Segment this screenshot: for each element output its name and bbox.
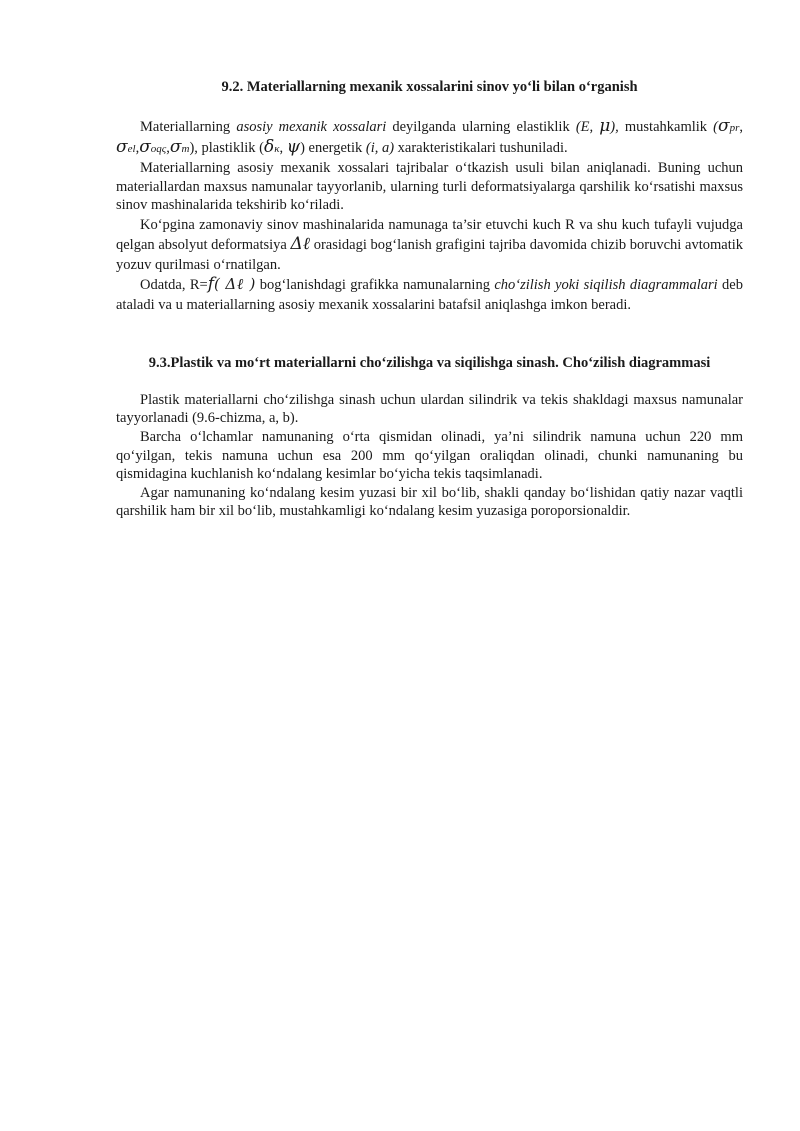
paragraph-plastic-materials: Plastik materiallarni cho‘zilishga sinash uchun ulardan silindrik va tekis shakldagi maxsus namunalar tayyorlanadi (9.6-chizma, a, b). xyxy=(116,391,743,427)
section-title-9-3: 9.3.Plastik va mo‘rt materiallarni cho‘zilishga va siqilishga sinash. Cho‘zilish diagrammasi xyxy=(148,354,711,371)
symbol-sigma: σ xyxy=(169,137,182,157)
text: bog‘lanishdagi grafikka namunalarning xyxy=(255,276,495,293)
italic-term: cho‘zilish yoki siqilish diagrammalari xyxy=(494,276,718,293)
text: orasidagi bog‘lanish grafigini tajriba davomida chizib boruvchi avtomatik yozuv qurilmasi o‘rnatilgan. xyxy=(116,236,743,273)
paragraph-testing-methods: Materiallarning asosiy mexanik xossalari tajribalar o‘tkazish usuli bilan aniqlanadi. Buning uchun materiallardan maxsus namunalar tayyorlanib, ularning turli deformatsiyalarga qarshilik ko‘rsatishi maxsus sinov mashinalarida tekshirib ko‘riladi. xyxy=(116,160,743,214)
symbol-sigma: σ xyxy=(116,137,128,157)
text: ) energetik xyxy=(300,140,366,156)
symbol-psi: ψ xyxy=(286,137,301,157)
symbol-f: f xyxy=(207,273,215,294)
symbol-sigma: σ xyxy=(718,116,730,136)
function-argument: ( Δℓ ) xyxy=(214,274,256,293)
text: ( xyxy=(713,119,718,135)
paragraph-dimensions: Barcha o‘lchamlar namunaning o‘rta qismidan olinadi, ya’ni silindrik namuna uchun 220 mm qo‘yilgan, tekis namuna uchun esa 200 mm qo‘yilgan oraliqdan olinadi, chunki namunaning bu qismidagina kuchlanish ko‘ndalang kesimlar bo‘yicha tekis taqsimlanadi. xyxy=(116,428,743,483)
subscript: oqς xyxy=(150,143,167,155)
text: mustahkamlik xyxy=(618,119,714,135)
symbol-mu: μ xyxy=(599,116,611,136)
symbol-sigma: σ xyxy=(139,137,151,157)
subscript: κ xyxy=(274,143,280,155)
symbol-e: (E, xyxy=(575,119,600,135)
text: Odatda, R= xyxy=(140,276,208,293)
text: ), plastiklik ( xyxy=(189,140,264,156)
paragraph-cross-section: Agar namunaning ko‘ndalang kesim yuzasi bir xil bo‘lib, shakli qanday bo‘lishidan qatiy nazar vaqtli qarshilik ham bir xil bo‘lib, mustahkamligi ko‘ndalang kesim yuzasiga poroporsionaldir. xyxy=(116,484,743,520)
symbol-delta: δ xyxy=(263,137,275,157)
subscript: m xyxy=(181,143,190,155)
italic-symbols: (i, a) xyxy=(365,140,395,156)
paragraph-testing-machines xyxy=(116,215,743,275)
text: xarakteristikalari tushuniladi. xyxy=(394,140,568,156)
subscript: pr xyxy=(729,122,740,134)
document-page xyxy=(116,72,743,521)
paragraph-mechanical-properties: Materiallarning asosiy mexanik xossalari deyilganda ularning elastiklik (E, μ), mustahkamlik (σpr, σel,σoqς,σm), plastiklik (δκ, ψ) energetik (i, a) xarakteristikalari tushuniladi. xyxy=(116,116,744,157)
text: Ko‘pgina zamonaviy sinov mashinalarida namunaga ta’sir etuvchi kuch R va shu kuch tufayli vujudga qelgan absolyut deformatsiya xyxy=(116,216,743,253)
italic-term: asosiy mexanik xossalari xyxy=(236,119,387,135)
symbol-delta-l: Δℓ xyxy=(290,233,311,254)
section-title-9-2: 9.2. Materiallarning mexanik xossalarini sinov yo‘li bilan o‘rganish xyxy=(221,79,638,95)
text: Materiallarning xyxy=(140,119,237,135)
subscript: el xyxy=(127,143,136,155)
text: deb ataladi va u materiallarning asosiy mexanik xossalarini batafsil aniqlashga imkon beradi. xyxy=(116,276,743,313)
text: deyilganda ularning elastiklik xyxy=(386,119,576,135)
paragraph-diagrams xyxy=(116,275,743,315)
text: ), xyxy=(610,119,619,135)
